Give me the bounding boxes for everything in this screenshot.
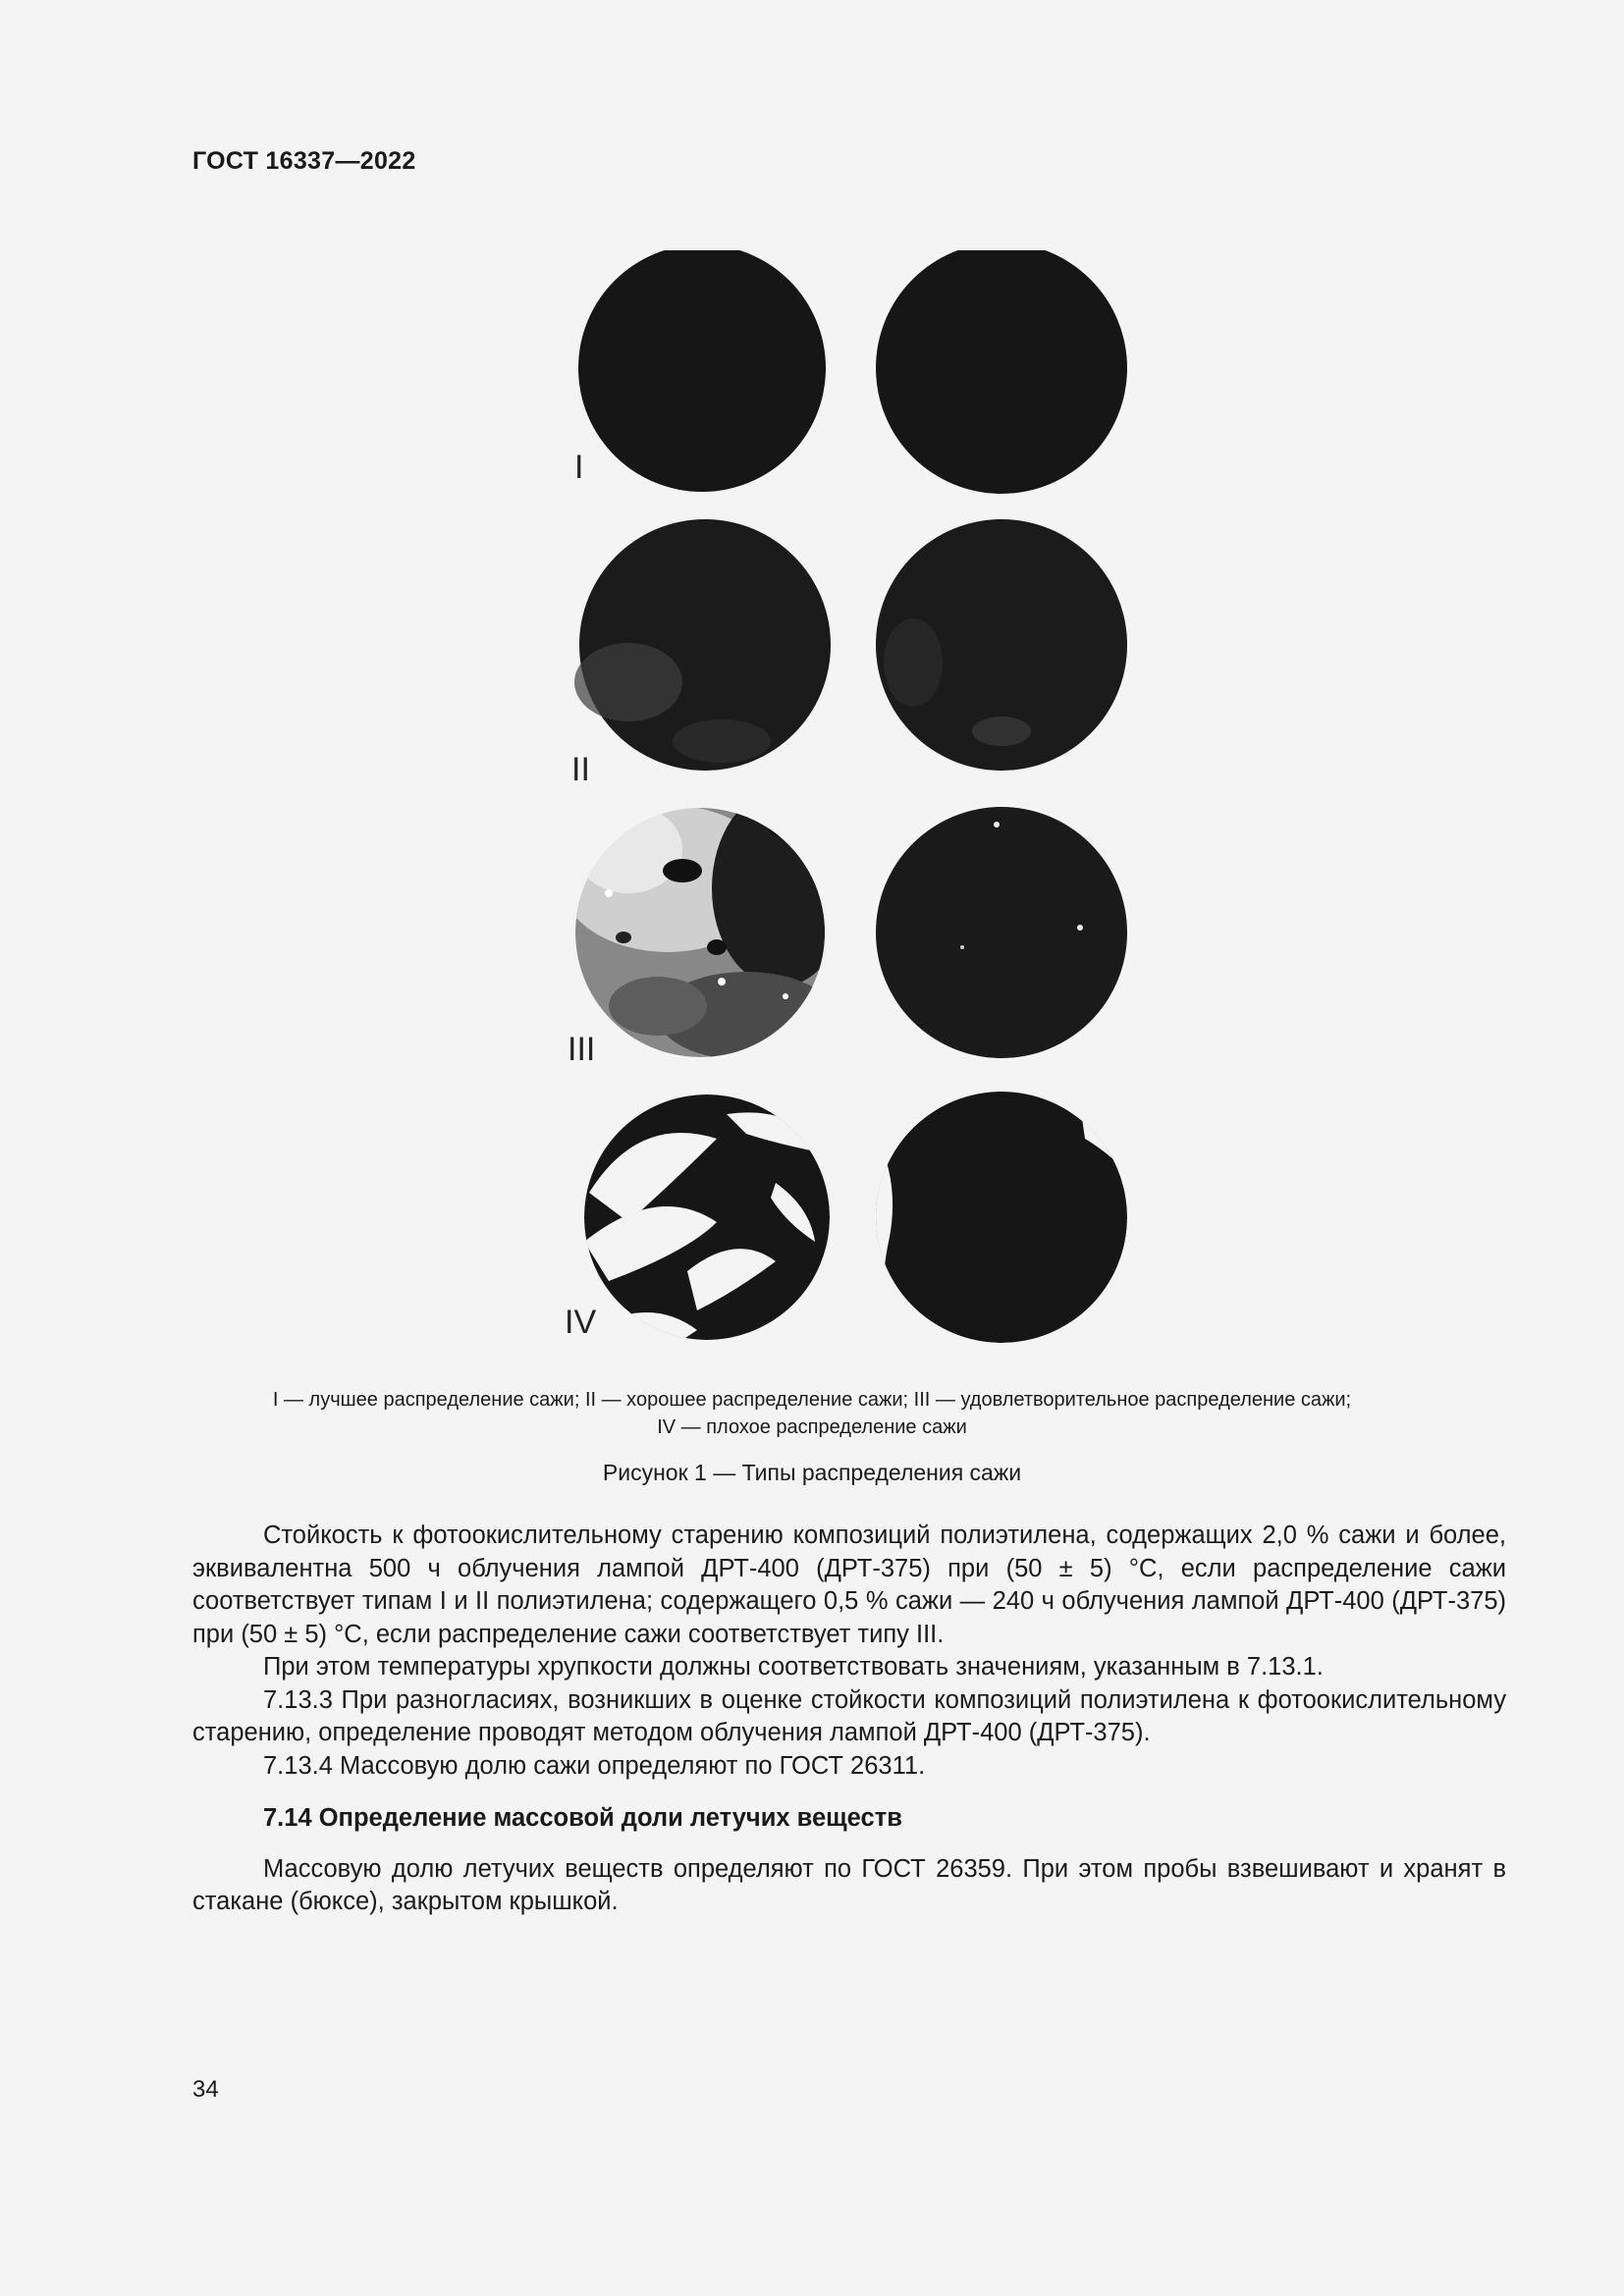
sample-3-right	[876, 807, 1127, 1058]
row-label-1: I	[574, 449, 584, 486]
sample-3-left	[560, 790, 849, 1060]
figure-caption: Рисунок 1 — Типы распределения сажи	[602, 1460, 1022, 1485]
document-header: ГОСТ 16337—2022	[192, 147, 416, 175]
sample-1-left	[578, 250, 826, 492]
page-number: 34	[192, 2076, 219, 2103]
legend-line-2: IV — плохое распределение сажи	[657, 1416, 967, 1438]
figure-soot-distribution	[550, 250, 1159, 1355]
body-text	[192, 1520, 1506, 1919]
figure-legend	[157, 1386, 1467, 1441]
row-label-4: IV	[565, 1304, 597, 1341]
figure-image	[550, 250, 1159, 1355]
paragraph-volatile-matter: Массовую долю летучих веществ определяют по ГОСТ 26359. При этом пробы взвешивают и хранят в стакане (бюксе), закрытом крышкой.	[192, 1854, 1506, 1915]
sample-2-left	[574, 519, 831, 771]
row-label-2: II	[571, 751, 590, 788]
row-label-3: III	[568, 1031, 596, 1068]
paragraph-photo-oxidation: Стойкость к фотоокислительному старению композиций полиэтилена, содержащих 2,0 % сажи и более, эквивалентна 500 ч облучения лампой ДРТ-400 (ДРТ-375) при (50 ± 5) °С, если распределение сажи соответствует типам I и II полиэтилена; содержащего 0,5 % сажи — 240 ч облучения лампой ДРТ-400 (ДРТ-375) при (50 ± 5) °С, если распределение сажи соответствует типу III.	[192, 1522, 1506, 1648]
sample-4-right	[864, 1092, 1139, 1350]
paragraph-7-13-3: 7.13.3 При разногласиях, возникших в оценке стойкости композиций полиэтилена к фотоокислительному старению, определение проводят методом облучения лампой ДРТ-400 (ДРТ-375).	[192, 1685, 1506, 1746]
sample-1-right	[876, 250, 1127, 494]
sample-2-right	[876, 519, 1127, 771]
section-title-7-14: 7.14 Определение массовой доли летучих веществ	[263, 1804, 902, 1832]
legend-line-1: I — лучшее распределение сажи; II — хорошее распределение сажи; III — удовлетворительное распределение сажи;	[272, 1389, 1352, 1411]
paragraph-brittleness: При этом температуры хрупкости должны соответствовать значениям, указанным в 7.13.1.	[263, 1653, 1324, 1681]
paragraph-7-13-4: 7.13.4 Массовую долю сажи определяют по ГОСТ 26311.	[263, 1751, 926, 1780]
sample-4-left	[584, 1095, 830, 1350]
